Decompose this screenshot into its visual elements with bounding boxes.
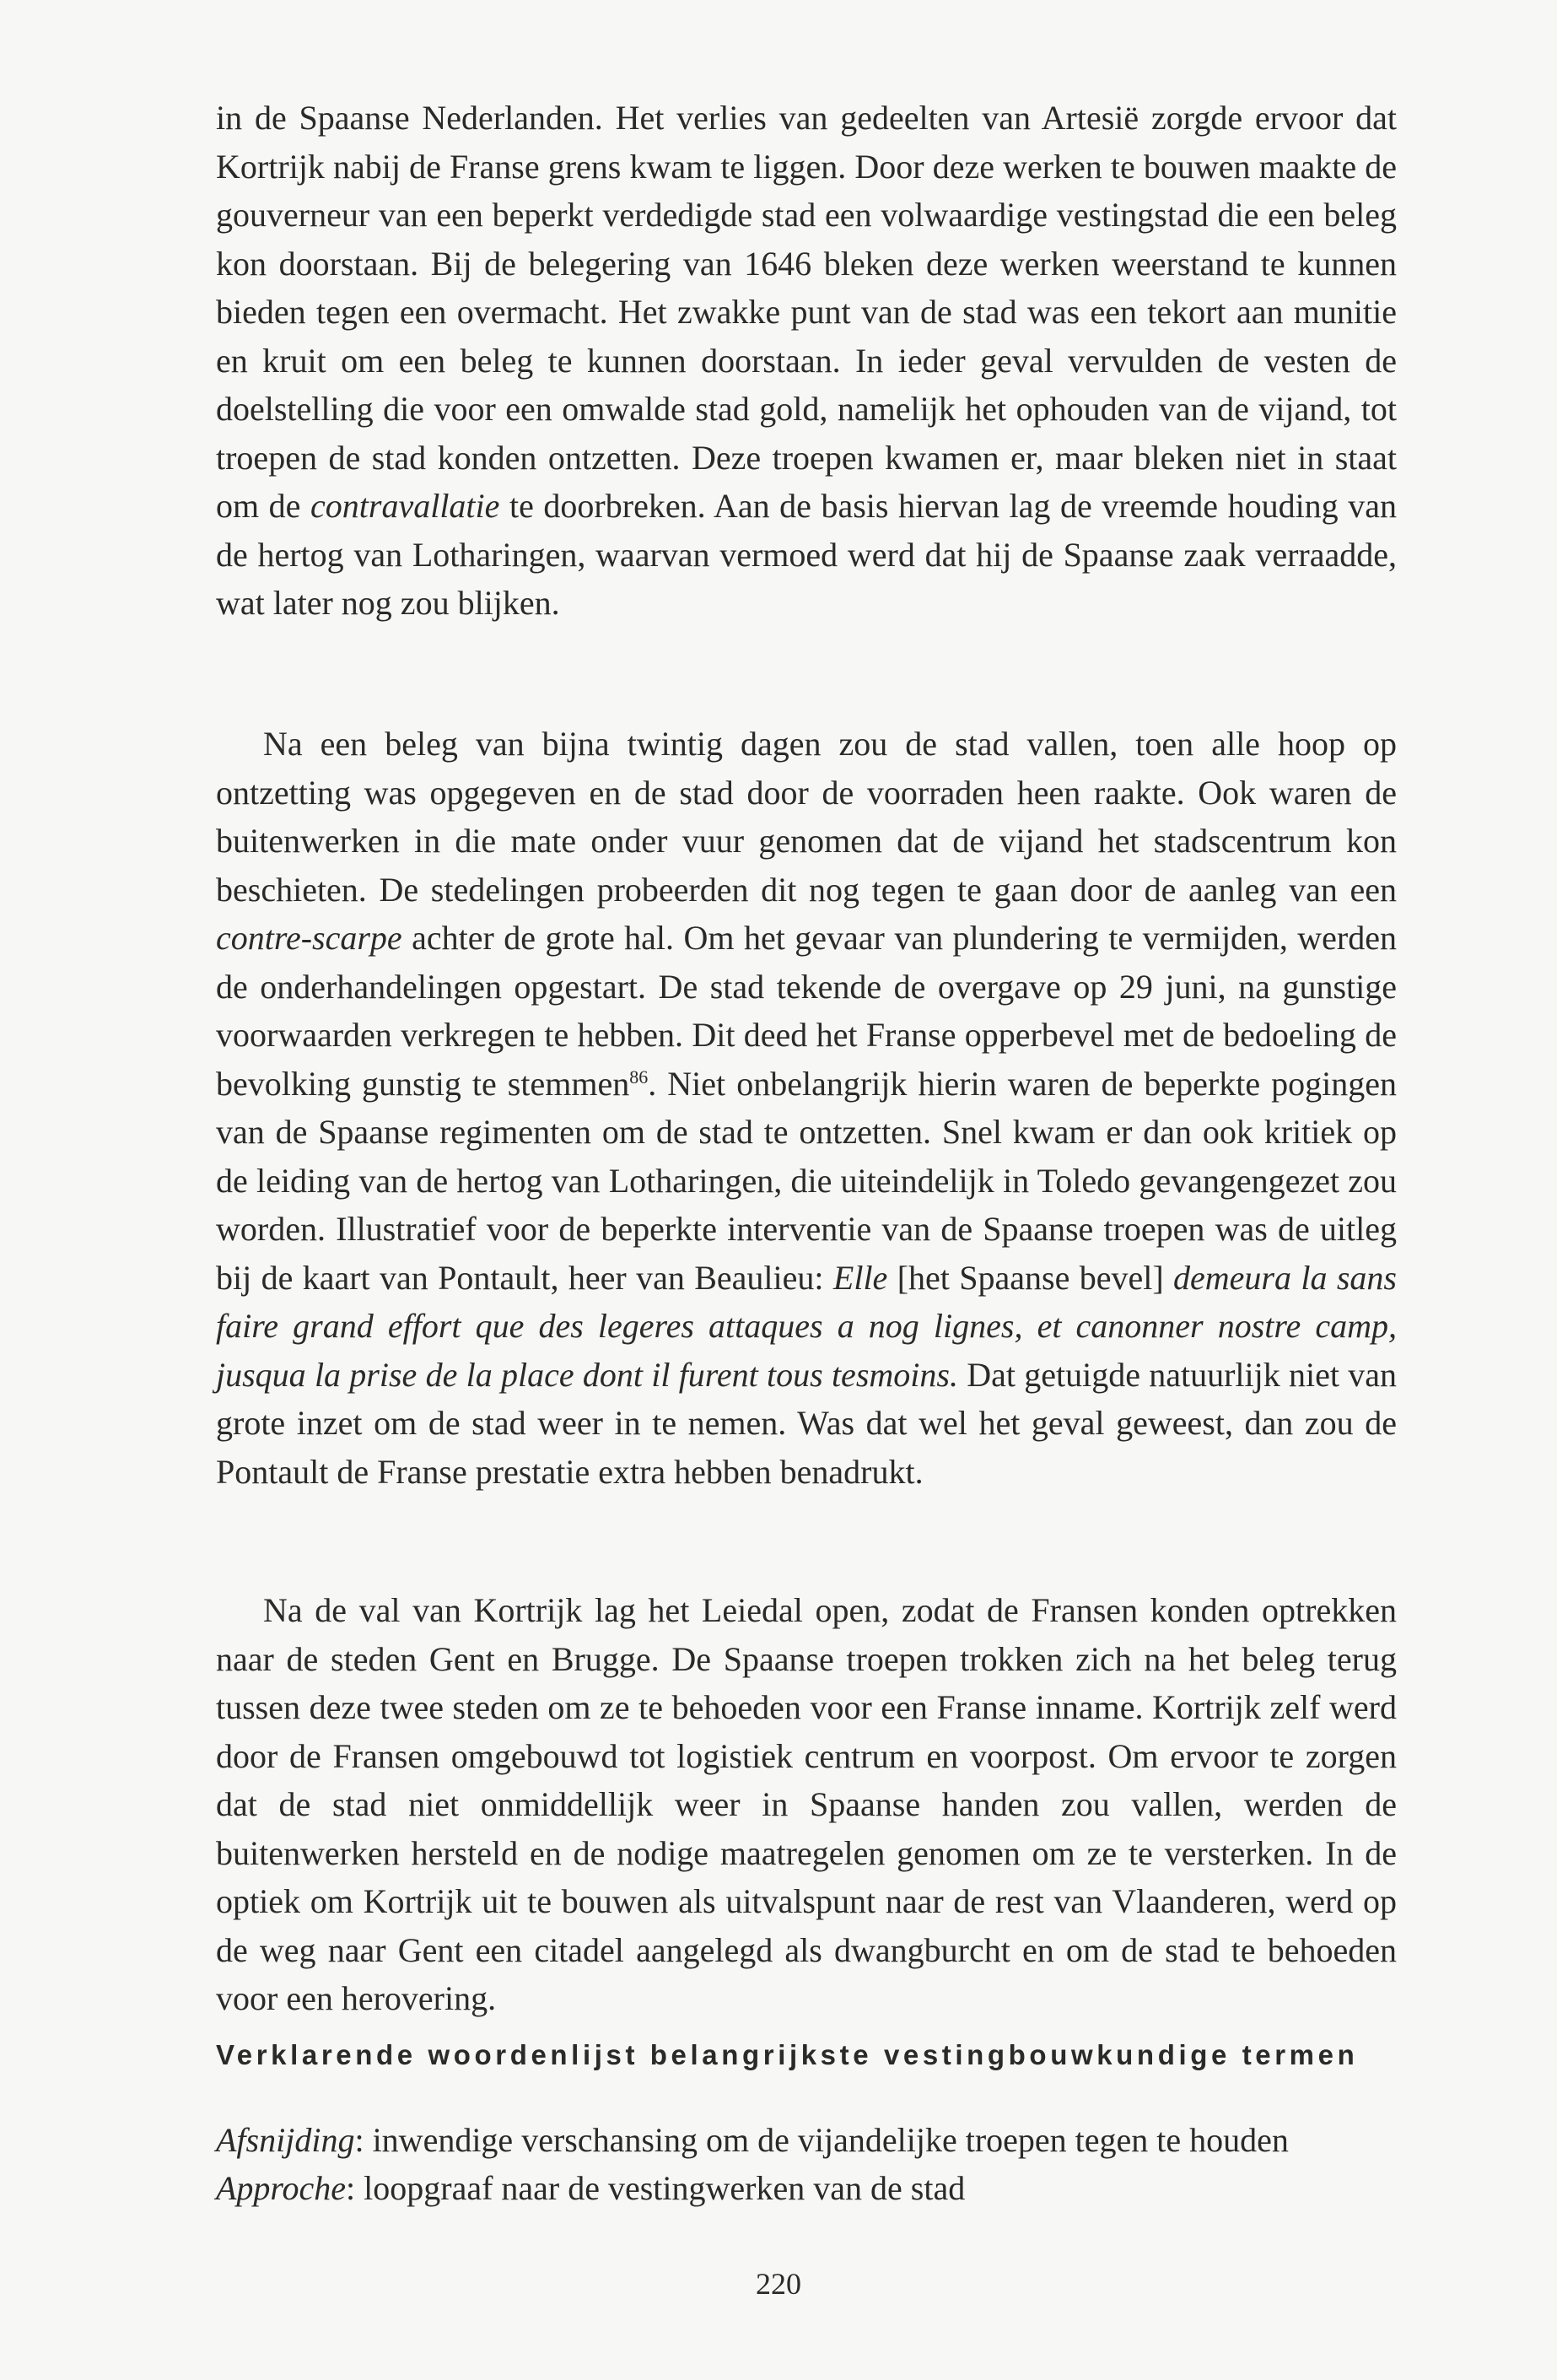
glossary-definition: : inwendige verschansing om de vijandelijke troepen tegen te houden bbox=[354, 2121, 1289, 2159]
quote-elle: Elle bbox=[832, 1258, 888, 1297]
glossary-entry bbox=[216, 2164, 1397, 2212]
french-quotation: demeura la sans faire grand effort que des legeres attaques a nog lignes, et canonner nostre camp, jusqua la prise de la place dont il furent tous tesmoins. bbox=[216, 1258, 1397, 1394]
glossary-definition: : loopgraaf naar de vestingwerken van de stad bbox=[346, 2169, 966, 2207]
paragraph-3-text: Na de val van Kortrijk lag het Leiedal open, zodat de Fransen konden optrekken naar de steden Gent en Brugge. De Spaanse troepen trokken zich na het beleg terug tussen deze twee steden om ze te behoeden voor een Franse inname. Kortrijk zelf werd door de Fransen omgebouwd tot logistiek centrum en voorpost. Om ervoor te zorgen dat de stad niet onmiddellijk weer in Spaanse handen zou vallen, werden de buitenwerken hersteld en de nodige maatregelen genomen om ze te versterken. In de optiek om Kortrijk uit te bouwen als uitvalspunt naar de rest van Vlaanderen, werd op de weg naar Gent een citadel aangelegd als dwangburcht en om de stad te behoeden voor een herovering. bbox=[216, 1591, 1397, 2017]
paragraph-2-text-d: [het Spaanse bevel] bbox=[887, 1258, 1174, 1297]
glossary-term: Afsnijding bbox=[216, 2121, 355, 2159]
paragraph-2 bbox=[216, 720, 1397, 1496]
paragraph-2-text-b: achter de grote hal. Om het gevaar van plundering te vermijden, werden de onderhandelingen opgestart. De stad tekende de overgave op 29 juni, na gunstige voorwaarden verkregen te hebben. Dit deed het Franse opperbevel met de bedoeling de bevolking gunstig te stemmen bbox=[216, 919, 1397, 1103]
paragraph-1 bbox=[216, 94, 1397, 628]
glossary-list bbox=[216, 2116, 1397, 2212]
paragraph-1-text-a: in de Spaanse Nederlanden. Het verlies van gedeelten van Artesië zorgde ervoor dat Kortrijk nabij de Franse grens kwam te liggen. Door deze werken te bouwen maakte de gouverneur van een beperkt verdedigde stad een volwaardige vestingstad die een beleg kon doorstaan. Bij de belegering van 1646 bleken deze werken weerstand te kunnen bieden tegen een overmacht. Het zwakke punt van de stad was een tekort aan munitie en kruit om een beleg te kunnen doorstaan. In ieder geval vervulden de vesten de doelstelling die voor een omwalde stad gold, namelijk het ophouden van de vijand, tot troepen de stad konden ontzetten. Deze troepen kwamen er, maar bleken niet in staat om de bbox=[216, 99, 1397, 525]
paragraph-1-text-b: te doorbreken. Aan de basis hiervan lag de vreemde houding van de hertog van Lotharingen, waarvan vermoed werd dat hij de Spaanse zaak verraadde, wat later nog zou blijken. bbox=[216, 487, 1398, 622]
paragraph-3 bbox=[216, 1586, 1397, 2023]
glossary-heading: Verklarende woordenlijst belangrijkste vestingbouwkundige termen bbox=[216, 2039, 1359, 2070]
page-number: 220 bbox=[756, 2267, 801, 2301]
glossary-term: Approche bbox=[216, 2169, 347, 2207]
paragraph-2-text-c: . Niet onbelangrijk hierin waren de beperkte pogingen van de Spaanse regimenten om de stad te ontzetten. Snel kwam er dan ook kritiek op de leiding van de hertog van Lotharingen, die uiteindelijk in Toledo gevangengezet zou worden. Illustratief voor de beperkte interventie van de Spaanse troepen was de uitleg bij de kaart van Pontault, heer van Beaulieu: bbox=[216, 1064, 1397, 1297]
paragraph-2-text-a: Na een beleg van bijna twintig dagen zou de stad vallen, toen alle hoop op ontzetting was opgegeven en de stad door de voorraden heen raakte. Ook waren de buitenwerken in die mate onder vuur genomen dat de vijand het stadscentrum kon beschieten. De stedelingen probeerden dit nog tegen te gaan door de aanleg van een bbox=[216, 725, 1397, 909]
footnote-marker: 86 bbox=[629, 1066, 649, 1087]
glossary-entry bbox=[216, 2116, 1397, 2164]
term-contravallatie: contravallatie bbox=[310, 487, 500, 525]
term-contre-scarpe: contre-scarpe bbox=[216, 919, 402, 957]
paragraph-2-text-e: Dat getuigde natuurlijk niet van grote inzet om de stad weer in te nemen. Was dat wel het geval geweest, dan zou de Pontault de Franse prestatie extra hebben benadrukt. bbox=[216, 1355, 1397, 1491]
